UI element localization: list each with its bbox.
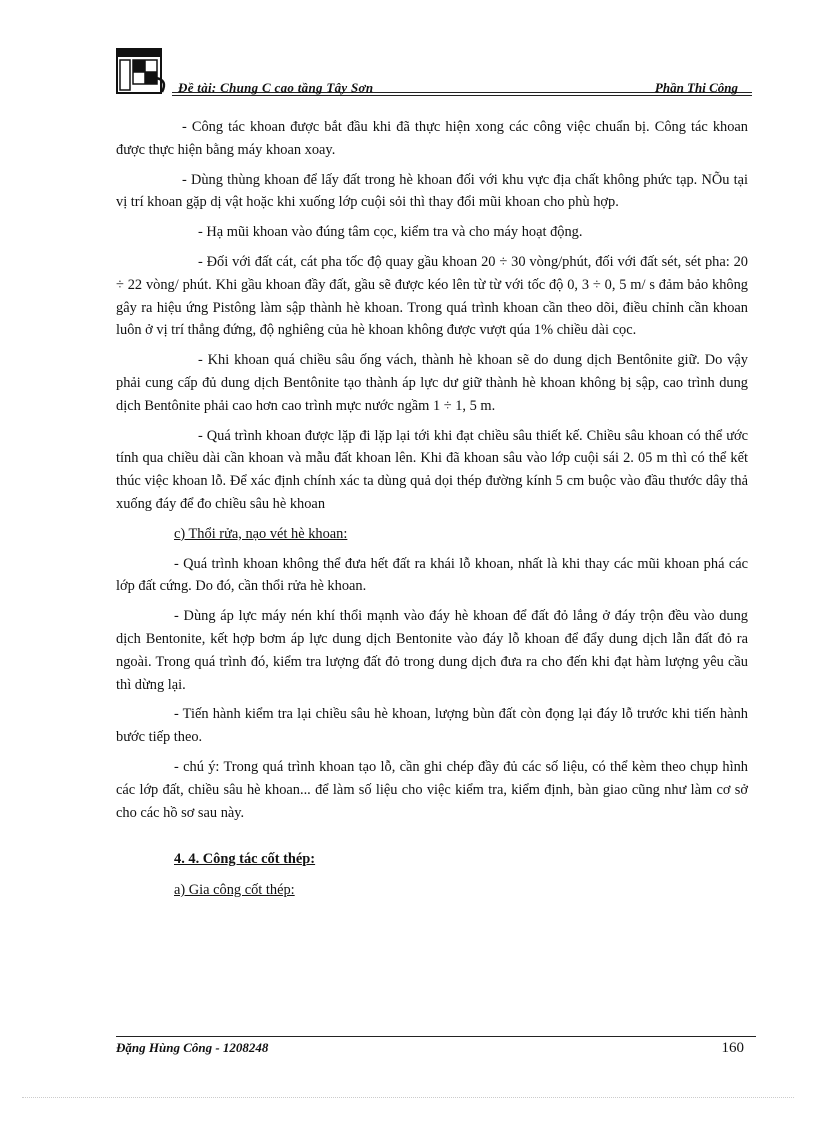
page-number: 160 xyxy=(721,1040,744,1056)
footer-rule xyxy=(116,1036,756,1037)
paragraph: - Tiến hành kiểm tra lại chiều sâu hè khoan, lượng bùn đất còn đọng lại đáy lỗ trước khi tiến hành bước tiếp theo. xyxy=(116,706,748,746)
paragraph: - Khi khoan quá chiều sâu ống vách, thành hè khoan sẽ do dung dịch Bentônite giữ. Do vậy phải cung cấp đủ dung dịch Bentônite tạo thành áp lực dư giữ thành hè khoan không bị sập, cao trình dung dịch Bentônite phải cao hơn cao trình mực nước ngầm 1 ÷ 1, 5 m. xyxy=(116,352,748,414)
subsection-heading: a) Gia công cốt thép: xyxy=(174,882,295,899)
author-name: Đặng Hùng Công - 1208248 xyxy=(116,1040,269,1055)
page-footer xyxy=(116,1030,756,1070)
page-body xyxy=(116,116,748,909)
company-logo xyxy=(116,48,168,94)
subheading: c) Thổi rửa, nạo vét hè khoan: xyxy=(174,525,348,542)
section-title: Phần Thi Công xyxy=(654,80,738,95)
paragraph: - Dùng thùng khoan để lấy đất trong hè khoan đối với khu vực địa chất không phức tạp. NÕu tại vị trí khoan gặp dị vật hoặc khi xuống lớp cuội sỏi thì thay đổi mũi khoan cho phù hợp. xyxy=(116,171,748,211)
page-boundary-dots xyxy=(22,1097,794,1098)
paragraph: - Quá trình khoan được lặp đi lặp lại tới khi đạt chiều sâu thiết kế. Chiều sâu khoan có thể ước tính qua chiều dài cần khoan và mẫu đất khoan lên. Khi đã khoan sâu vào lớp cuội sái 2. 05 m thì có thể kết thúc việc khoan lỗ. Để xác định chính xác ta dùng quả dọi thép đường kính 5 cm buộc vào đầu thước dây thả xuống đáy để đo chiều sâu hè khoan xyxy=(116,427,748,512)
section-heading: 4. 4. Công tác cốt thép: xyxy=(174,851,316,868)
paragraph: - chú ý: Trong quá trình khoan tạo lỗ, cần ghi chép đầy đủ các số liệu, có thể kèm theo chụp hình các lớp đất, chiều sâu hè khoan... để làm số liệu cho việc kiểm tra, kiểm định, bàn giao cũng như làm cơ sở cho các hồ sơ sau này. xyxy=(116,758,748,821)
project-title: Đề tài: Chung C cao tầng Tây Sơn xyxy=(178,80,374,95)
paragraph: - Công tác khoan được bắt đầu khi đã thực hiện xong các công việc chuẩn bị. Công tác khoan được thực hiện bằng máy khoan xoay. xyxy=(116,119,748,158)
paragraph: - Quá trình khoan không thể đưa hết đất ra khái lỗ khoan, nhất là khi thay các mũi khoan phá các lớp đất cứng. Do đó, cần thổi rửa hè khoan. xyxy=(116,555,748,595)
page-header xyxy=(112,44,752,96)
paragraph: - Dùng áp lực máy nén khí thổi mạnh vào đáy hè khoan để đất đỏ lắng ở đáy trộn đều vào dung dịch Bentonite, kết hợp bơm áp lực dung dịch Bentonite vào đáy lỗ khoan để đẩy dung dịch lẫn đất đỏ ra ngoài. Trong quá trình đó, kiểm tra lượng đất đỏ trong dung dịch đưa ra cho đến khi đạt hàm lượng yêu cầu thì dừng lại. xyxy=(116,608,748,693)
paragraph: - Đối với đất cát, cát pha tốc độ quay gầu khoan 20 ÷ 30 vòng/phút, đối với đất sét, sét pha: 20 ÷ 22 vòng/ phút. Khi gầu khoan đầy đất, gầu sẽ được kéo lên từ từ với tốc độ 0, 3 ÷ 0, 5 m/ s đảm bảo không gây ra hiệu ứng Pistông làm sập thành hè khoan. Trong quá trình khoan cần theo dõi, điều chỉnh cần khoan luôn ở vị trí thẳng đứng, độ nghiêng của hè khoan không được vượt qúa 1% chiều dài cọc. xyxy=(116,253,748,339)
paragraph: - Hạ mũi khoan vào đúng tâm cọc, kiểm tra và cho máy hoạt động. xyxy=(198,224,583,241)
